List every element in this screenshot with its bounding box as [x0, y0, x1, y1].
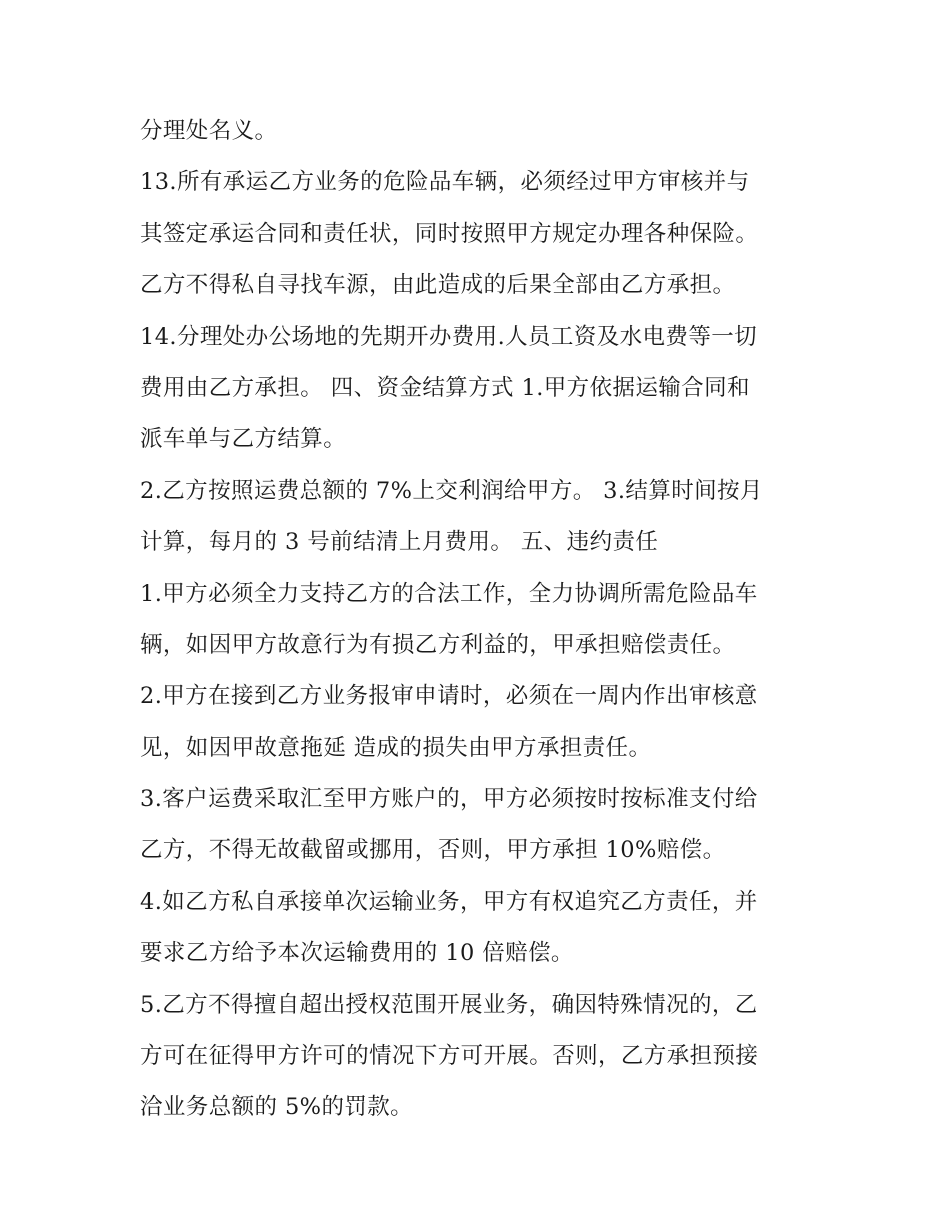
text-line: 2.乙方按照运费总额的 7%上交利润给甲方。 3.结算时间按月	[140, 477, 763, 504]
text-line: 乙方不得私自寻找车源，由此造成的后果全部由乙方承担。	[140, 272, 736, 299]
text-line: 计算，每月的 3 号前结清上月费用。 五、违约责任	[140, 529, 659, 556]
text-line: 1.甲方必须全力支持乙方的合法工作，全力协调所需危险品车	[140, 580, 758, 607]
text-line: 方可在征得甲方许可的情况下方可开展。否则，乙方承担预接	[140, 1043, 759, 1070]
text-line: 分理处名义。	[140, 118, 278, 144]
text-line: 费用由乙方承担。 四、资金结算方式 1.甲方依据运输合同和	[140, 374, 750, 401]
document-page	[140, 106, 840, 1134]
text-line: 2.甲方在接到乙方业务报审申请时，必须在一周内作出审核意	[140, 683, 758, 710]
text-line: 洽业务总额的 5%的罚款。	[140, 1094, 414, 1121]
text-line: 5.乙方不得擅自超出授权范围开展业务，确因特殊情况的，乙	[140, 991, 758, 1018]
text-line: 14.分理处办公场地的先期开办费用.人员工资及水电费等一切	[140, 323, 758, 350]
text-line: 要求乙方给予本次运输费用的 10 倍赔偿。	[140, 940, 574, 967]
text-line: 辆，如因甲方故意行为有损乙方利益的，甲承担赔偿责任。	[140, 631, 736, 658]
text-line: 其签定承运合同和责任状，同时按照甲方规定办理各种保险。	[140, 220, 759, 247]
text-line: 13.所有承运乙方业务的危险品车辆，必须经过甲方审核并与	[140, 169, 750, 196]
text-line: 乙方，不得无故截留或挪用，否则，甲方承担 10%赔偿。	[140, 837, 726, 864]
text-line: 3.客户运费采取汇至甲方账户的，甲方必须按时按标准支付给	[140, 786, 758, 813]
text-line: 派车单与乙方结算。	[140, 426, 347, 453]
text-line: 见，如因甲故意拖延 造成的损失由甲方承担责任。	[140, 734, 652, 761]
text-line: 4.如乙方私自承接单次运输业务，甲方有权追究乙方责任，并	[140, 888, 758, 915]
